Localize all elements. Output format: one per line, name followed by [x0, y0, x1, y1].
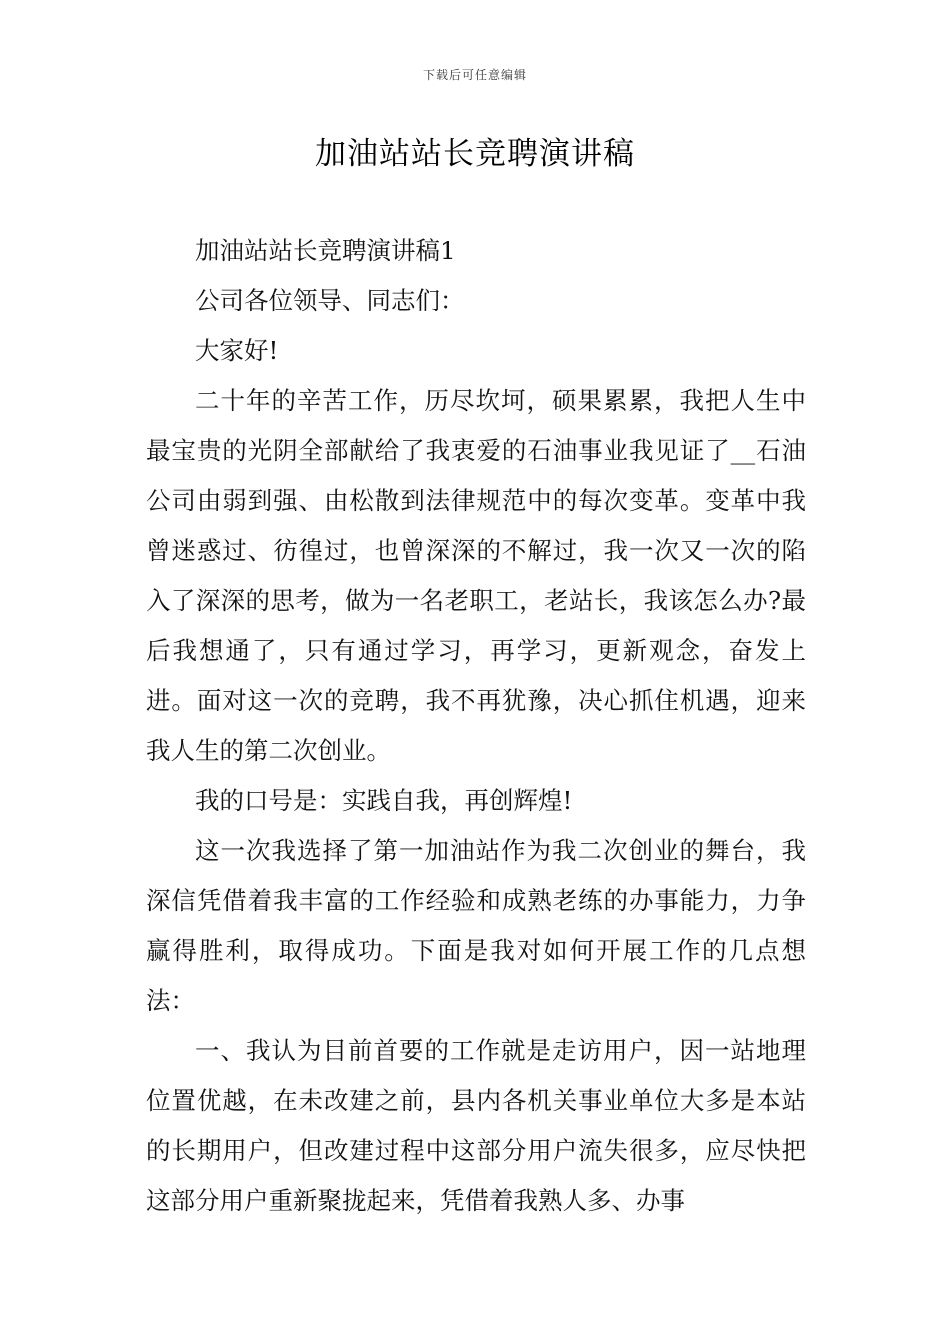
document-title: 加油站站长竞聘演讲稿	[315, 136, 635, 172]
paragraph-career: 二十年的辛苦工作，历尽坎坷，硕果累累，我把人生中最宝贵的光阴全部献给了我衷爱的石油事业我见证了__石油公司由弱到强、由松散到法律规范中的每次变革。变革中我曾迷惑过、彷徨过，也曾深深的不解过，我一次又一次的陷入了深深的思考，做为一名老职工，老站长，我该怎么办?最后我想通了，只有通过学习，再学习，更新观念，奋发上进。面对这一次的竞聘，我不再犹豫，决心抓住机遇，迎来我人生的第二次创业。	[146, 386, 806, 765]
paragraph-subtitle: 加油站站长竞聘演讲稿1	[195, 236, 456, 265]
paragraph-salutation: 公司各位领导、同志们：	[195, 286, 465, 315]
header-note: 下载后可任意编辑	[422, 68, 527, 82]
paragraph-slogan: 我的口号是：实践自我，再创辉煌!	[195, 786, 573, 815]
paragraph-greeting: 大家好!	[195, 336, 279, 365]
paragraph-point-one: 一、我认为目前首要的工作就是走访用户，因一站地理位置优越，在未改建之前，县内各机关事业单位大多是本站的长期用户，但改建过程中这部分用户流失很多，应尽快把这部分用户重新聚拢起来，凭借着我熟人多、办事	[146, 1036, 806, 1215]
paragraph-choice: 这一次我选择了第一加油站作为我二次创业的舞台，我深信凭借着我丰富的工作经验和成熟老练的办事能力，力争赢得胜利，取得成功。下面是我对如何开展工作的几点想法：	[146, 836, 806, 1015]
document-body	[146, 226, 806, 1226]
